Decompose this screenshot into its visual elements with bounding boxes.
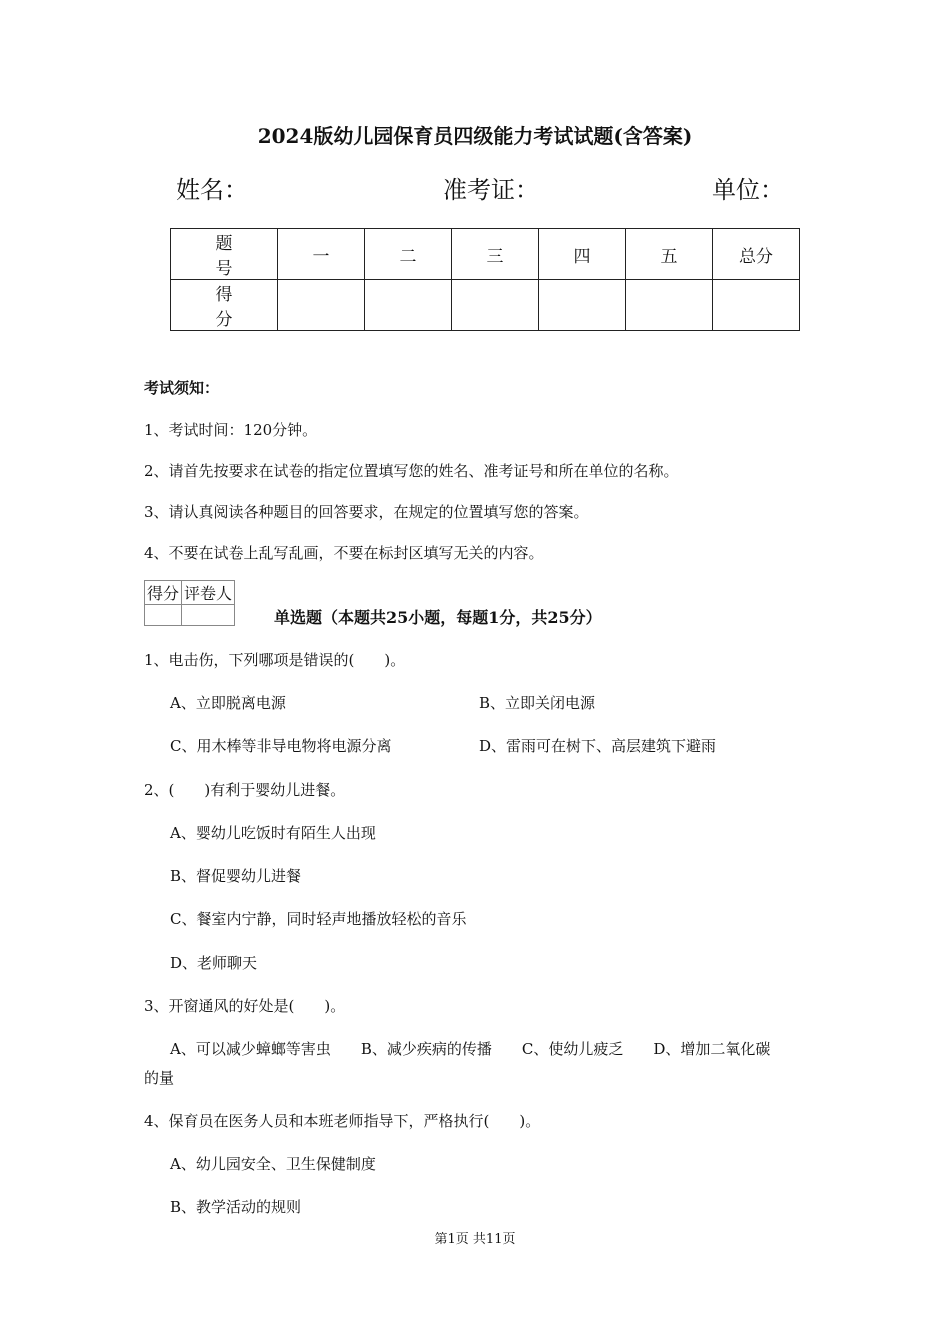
page-footer: 第1页 共11页: [434, 1232, 516, 1247]
candidate-fields: [176, 170, 786, 204]
question-stem: 3、开窗通风的好处是( )。: [144, 997, 346, 1015]
column-header: 二: [365, 229, 452, 280]
score-cell[interactable]: [278, 280, 365, 331]
question-number-label: 题 号: [171, 229, 278, 280]
page-title: 2024版幼儿园保育员四级能力考试试题(含答案): [257, 124, 693, 148]
question-option: B、立即关闭电源: [479, 694, 596, 712]
score-label: 得 分: [171, 280, 278, 331]
grader-box: [144, 580, 235, 626]
score-cell[interactable]: [539, 280, 626, 331]
name-field-label: 姓名：: [176, 176, 248, 204]
question-option: D、老师聊天: [170, 954, 258, 972]
column-header: 一: [278, 229, 365, 280]
column-header: 三: [452, 229, 539, 280]
grader-score-label: 得分: [145, 581, 182, 605]
grader-score-cell[interactable]: [145, 605, 182, 626]
score-table: [170, 228, 800, 331]
question-options-line: A、可以减少蟑螂等害虫 B、减少疾病的传播 C、使幼儿疲乏 D、增加二氧化碳: [170, 1040, 771, 1058]
question-option: A、立即脱离电源: [170, 694, 286, 712]
score-cell[interactable]: [365, 280, 452, 331]
question-option: A、幼儿园安全、卫生保健制度: [170, 1155, 376, 1173]
question-option: C、用木棒等非导电物将电源分离: [170, 737, 392, 755]
score-cell[interactable]: [713, 280, 800, 331]
grader-reviewer-cell[interactable]: [182, 605, 235, 626]
question-stem: 2、( )有利于婴幼儿进餐。: [144, 781, 346, 799]
notice-item: 1、考试时间：120分钟。: [144, 421, 318, 439]
exam-number-field-label: 准考证：: [443, 176, 539, 204]
question-options-wrap: 的量: [144, 1069, 175, 1087]
notice-item: 3、请认真阅读各种题目的回答要求，在规定的位置填写您的答案。: [144, 503, 589, 521]
unit-field-label: 单位：: [712, 176, 784, 204]
question-option: B、督促婴幼儿进餐: [170, 867, 302, 885]
notice-heading: 考试须知：: [144, 379, 220, 397]
question-option: A、婴幼儿吃饭时有陌生人出现: [170, 824, 376, 842]
question-stem: 4、保育员在医务人员和本班老师指导下，严格执行( )。: [144, 1112, 541, 1130]
score-table-score-row: [171, 280, 800, 331]
notice-item: 4、不要在试卷上乱写乱画，不要在标封区填写无关的内容。: [144, 544, 544, 562]
section-title: 单选题（本题共25小题，每题1分，共25分）: [274, 608, 602, 627]
notice-item: 2、请首先按要求在试卷的指定位置填写您的姓名、准考证号和所在单位的名称。: [144, 462, 679, 480]
column-header: 四: [539, 229, 626, 280]
question-option: B、教学活动的规则: [170, 1198, 302, 1216]
question-option: D、雷雨可在树下、高层建筑下避雨: [479, 737, 717, 755]
question-option: C、餐室内宁静，同时轻声地播放轻松的音乐: [170, 910, 467, 928]
column-header: 五: [626, 229, 713, 280]
score-cell[interactable]: [626, 280, 713, 331]
question-stem: 1、电击伤，下列哪项是错误的( )。: [144, 651, 406, 669]
grader-reviewer-label: 评卷人: [182, 581, 235, 605]
score-cell[interactable]: [452, 280, 539, 331]
score-table-header-row: [171, 229, 800, 280]
column-header: 总分: [713, 229, 800, 280]
